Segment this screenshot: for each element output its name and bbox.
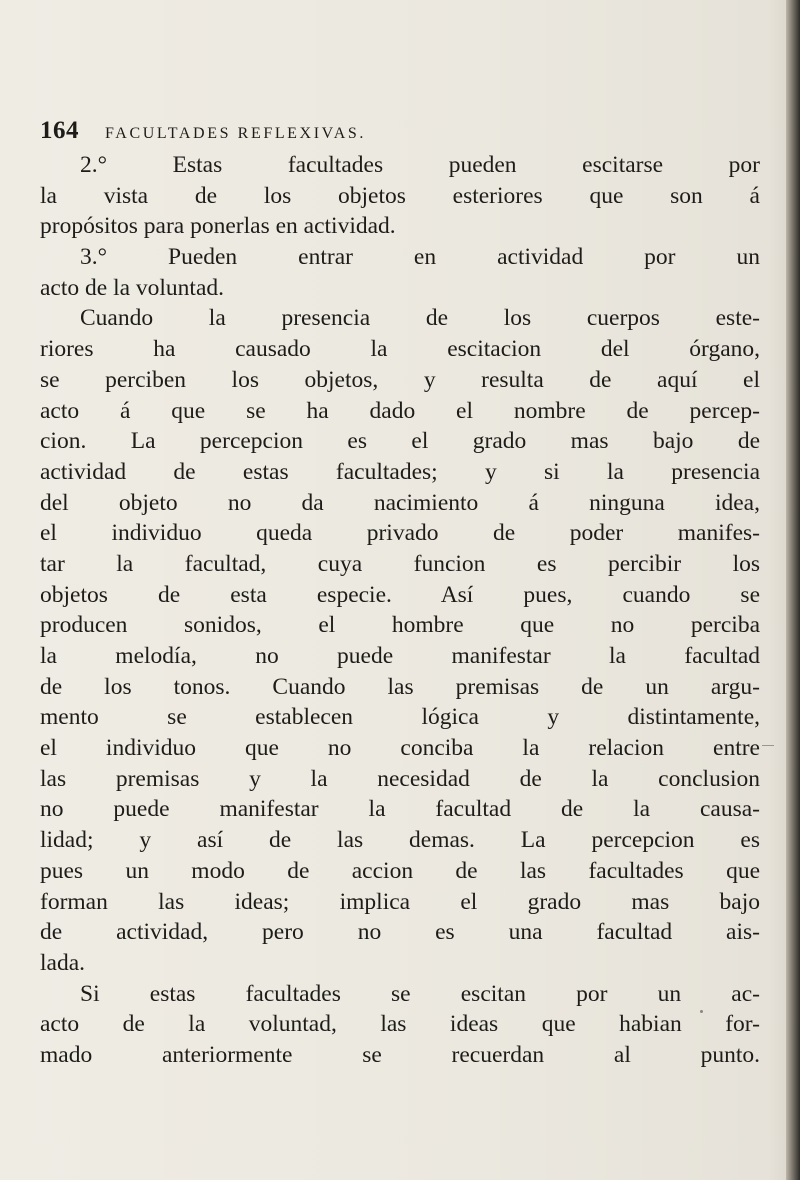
text-line: las premisas y la necesidad de la conclusion [40, 765, 760, 792]
text-line: no puede manifestar la facultad de la causa- [40, 796, 760, 823]
text-line: 3.° Pueden entrar en actividad por un [80, 244, 760, 271]
text-line: la vista de los objetos esteriores que son á [40, 182, 760, 209]
margin-mark [762, 745, 774, 746]
text-line: 2.° Estas facultades pueden escitarse por [80, 152, 760, 178]
text-line: del objeto no da nacimiento á ninguna idea, [40, 489, 760, 516]
text-line: de actividad, pero no es una facultad ais- [40, 919, 760, 946]
text-line: mado anteriormente se recuerdan al punto. [40, 1041, 760, 1068]
text-line: objetos de esta especie. Así pues, cuando se [40, 581, 760, 608]
text-line: mento se establecen lógica y distintamente, [40, 704, 760, 731]
text-line: lada. [40, 949, 86, 976]
text-line: el individuo que no conciba la relacion entre [40, 735, 760, 762]
text-line: forman las ideas; implica el grado mas bajo [40, 888, 760, 915]
text-line: propósitos para ponerlas en actividad. [40, 213, 396, 240]
page-header [40, 117, 760, 151]
text-line: de los tonos. Cuando las premisas de un argu- [40, 673, 760, 700]
text-line: producen sonidos, el hombre que no perciba [40, 612, 760, 639]
text-line: se perciben los objetos, y resulta de aquí el [40, 366, 760, 393]
text-line: Cuando la presencia de los cuerpos este- [80, 305, 760, 332]
running-head: FACULTADES REFLEXIVAS. [105, 125, 366, 142]
text-line: actividad de estas facultades; y si la presencia [40, 458, 760, 485]
body-text [40, 150, 760, 1071]
text-line: acto de la voluntad, las ideas que habian for- [40, 1011, 760, 1038]
text-line: riores ha causado la escitacion del órgano, [40, 336, 760, 363]
text-line: acto á que se ha dado el nombre de percep- [40, 397, 760, 424]
text-line: cion. La percepcion es el grado mas bajo de [40, 428, 760, 455]
text-line: Si estas facultades se escitan por un ac- [80, 980, 760, 1007]
text-line: tar la facultad, cuya funcion es percibir los [40, 550, 760, 577]
text-line: pues un modo de accion de las facultades que [40, 857, 760, 884]
text-line: acto de la voluntad. [40, 274, 225, 301]
text-line: el individuo queda privado de poder manifes- [40, 520, 760, 547]
text-line: la melodía, no puede manifestar la facultad [40, 643, 760, 669]
text-line: lidad; y así de las demas. La percepcion es [40, 827, 760, 854]
page-number: 164 [40, 117, 79, 144]
page-edge-shadow [786, 0, 800, 1180]
